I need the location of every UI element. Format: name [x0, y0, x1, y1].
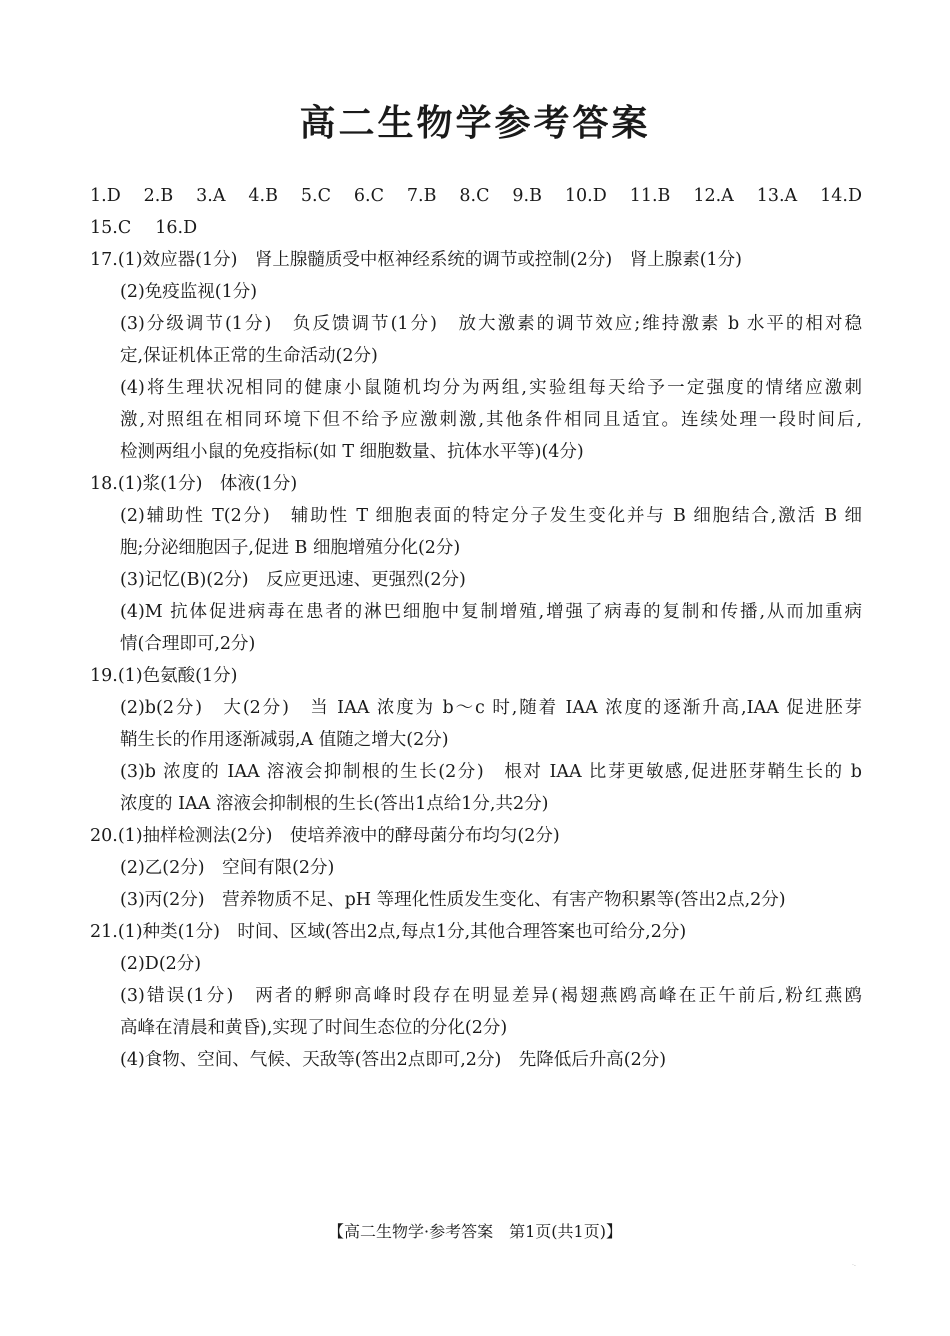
mc-answer: 4.B: [248, 186, 278, 206]
answer-line: (4)食物、空间、气候、天敌等(答出2点即可,2分) 先降低后升高(2分): [120, 1050, 667, 1070]
page-footer: 【高二生物学·参考答案 第1页(共1页)】: [328, 1222, 622, 1241]
answer-line: 鞘生长的作用逐渐减弱,A 值随之增大(2分): [120, 730, 449, 750]
answer-line: 胞;分泌细胞因子,促进 B 细胞增殖分化(2分): [120, 538, 461, 558]
mc-answer: 12.A: [693, 186, 734, 206]
mc-answer: 8.C: [459, 186, 490, 206]
mc-answer: 7.B: [406, 186, 437, 206]
question-18: [90, 468, 862, 660]
answer-line: 20.(1)抽样检测法(2分) 使培养液中的酵母菌分布均匀(2分): [90, 826, 560, 846]
mc-answer: 6.C: [353, 186, 384, 206]
mc-answer: 13.A: [756, 186, 798, 206]
answer-line: (3)分级调节(1分) 负反馈调节(1分) 放大激素的调节效应;维持激素 b 水平的相对稳: [120, 314, 862, 334]
question-19: [90, 660, 862, 820]
answer-line: (3)b 浓度的 IAA 溶液会抑制根的生长(2分) 根对 IAA 比芽更敏感,促进胚芽鞘生长的 b: [120, 762, 862, 782]
answer-content: [90, 180, 862, 1076]
mc-answers-row-1: [90, 180, 862, 212]
question-20: [90, 820, 862, 916]
mc-answer: 16.D: [155, 218, 198, 238]
answer-line: 定,保证机体正常的生命活动(2分): [120, 346, 378, 366]
answer-line: 21.(1)种类(1分) 时间、区域(答出2点,每点1分,其他合理答案也可给分,2分): [90, 922, 687, 942]
answer-line: (2)b(2分) 大(2分) 当 IAA 浓度为 b～c 时,随着 IAA 浓度的逐渐升高,IAA 促进胚芽: [120, 698, 862, 718]
answer-line: (2)乙(2分) 空间有限(2分): [120, 858, 335, 878]
answer-line: (3)记忆(B)(2分) 反应更迅速、更强烈(2分): [120, 570, 466, 590]
question-21: [90, 916, 862, 1076]
mc-answer: 15.C: [90, 218, 132, 238]
corner-mark: ·-: [852, 1262, 856, 1269]
answer-line: 浓度的 IAA 溶液会抑制根的生长(答出1点给1分,共2分): [120, 794, 549, 814]
answer-line: (4)M 抗体促进病毒在患者的淋巴细胞中复制增殖,增强了病毒的复制和传播,从而加重病: [120, 602, 862, 622]
answer-line: 高峰在清晨和黄昏),实现了时间生态位的分化(2分): [120, 1018, 508, 1038]
page-title: 高二生物学参考答案: [299, 103, 651, 144]
mc-answer: 5.C: [300, 186, 331, 206]
mc-answer: 3.A: [196, 186, 226, 206]
mc-answer: 9.B: [512, 186, 542, 206]
answer-line: (3)丙(2分) 营养物质不足、pH 等理化性质发生变化、有害产物积累等(答出2点,2分): [120, 890, 786, 910]
answer-line: 情(合理即可,2分): [120, 634, 256, 654]
mc-answer: 2.B: [143, 186, 174, 206]
question-17: [90, 244, 862, 468]
answer-line: (2)辅助性 T(2分) 辅助性 T 细胞表面的特定分子发生变化并与 B 细胞结合,激活 B 细: [120, 506, 862, 526]
mc-answers-row-2: [90, 212, 862, 244]
answer-line: (3)错误(1分) 两者的孵卵高峰时段存在明显差异(褐翅燕鸥高峰在正午前后,粉红燕鸥: [120, 986, 862, 1006]
mc-answer: 1.D: [90, 186, 121, 206]
answer-line: (4)将生理状况相同的健康小鼠随机均分为两组,实验组每天给予一定强度的情绪应激刺: [120, 378, 862, 398]
mc-answer: 11.B: [629, 186, 671, 206]
mc-answer: 14.D: [820, 186, 862, 206]
answer-line: 18.(1)浆(1分) 体液(1分): [90, 474, 298, 494]
answer-line: (2)免疫监视(1分): [120, 282, 258, 302]
mc-answer: 10.D: [564, 186, 607, 206]
answer-line: 检测两组小鼠的免疫指标(如 T 细胞数量、抗体水平等)(4分): [120, 442, 584, 462]
answer-line: 19.(1)色氨酸(1分): [90, 666, 238, 686]
answer-line: 17.(1)效应器(1分) 肾上腺髓质受中枢神经系统的调节或控制(2分) 肾上腺素(1分): [90, 250, 742, 270]
answer-line: 激,对照组在相同环境下但不给予应激刺激,其他条件相同且适宜。连续处理一段时间后,: [120, 410, 862, 430]
answer-line: (2)D(2分): [120, 954, 202, 974]
